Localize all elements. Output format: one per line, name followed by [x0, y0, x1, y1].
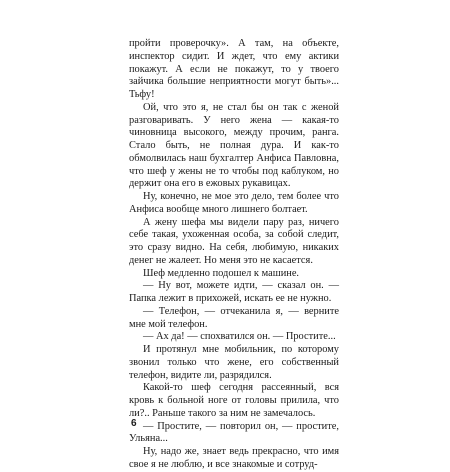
- paragraph-9: И протянул мне мобильник, по которому звонил только что жене, его собственный телефон, видите ли, разрядился.: [129, 344, 339, 381]
- paragraph-2: Ой, что это я, не стал бы он так с женой разговаривать. У него жена — какая-то чиновница высокого, между прочим, ранга. Стало быть, не полная дура. И как-то обмолвилась наш бухгалтер Анфиса Павловна, что шеф у жены не то чтобы под каблуком, но держит она его в ежовых рукавицах.: [129, 101, 339, 190]
- paragraph-12: Ну, надо же, знает ведь прекрасно, что имя свое я не люблю, и все знакомые и сотруд-: [129, 446, 339, 470]
- text-column: [129, 38, 339, 472]
- paragraph-8: — Ах да! — спохватился он. — Простите...: [143, 331, 336, 343]
- paragraph-10: Какой-то шеф сегодня рассеянный, вся кровь к больной ноге от головы прилила, что ли?.. Раньше такого за ним не замечалось.: [129, 382, 339, 419]
- paragraph-5: Шеф медленно подошел к машине.: [143, 267, 300, 279]
- page-number: 6: [131, 418, 137, 429]
- paragraph-1: пройти проверочку». А там, на объекте, инспектор сидит. И ждет, что ему актики покажут. А если не покажут, то у твоего зайчика большие неприятности могут быть»... Тьфу!: [129, 38, 339, 100]
- paragraph-4: А жену шефа мы видели пару раз, ничего себе такая, ухоженная особа, за собой следит, это сразу видно. На себя, любимую, никаких денег не жалеет. Но меня это не касается.: [129, 216, 339, 266]
- paragraph-11: — Простите, — повторил он, — простите, Ульяна...: [129, 420, 339, 445]
- paragraph-6: — Ну вот, можете идти, — сказал он. — Папка лежит в прихожей, искать ее не нужно.: [129, 280, 339, 304]
- paragraph-3: Ну, конечно, не мое это дело, тем более что Анфиса вообще много лишнего болтает.: [129, 191, 339, 215]
- paragraph-7: — Телефон, — отчеканила я, — верните мне мой телефон.: [129, 305, 339, 330]
